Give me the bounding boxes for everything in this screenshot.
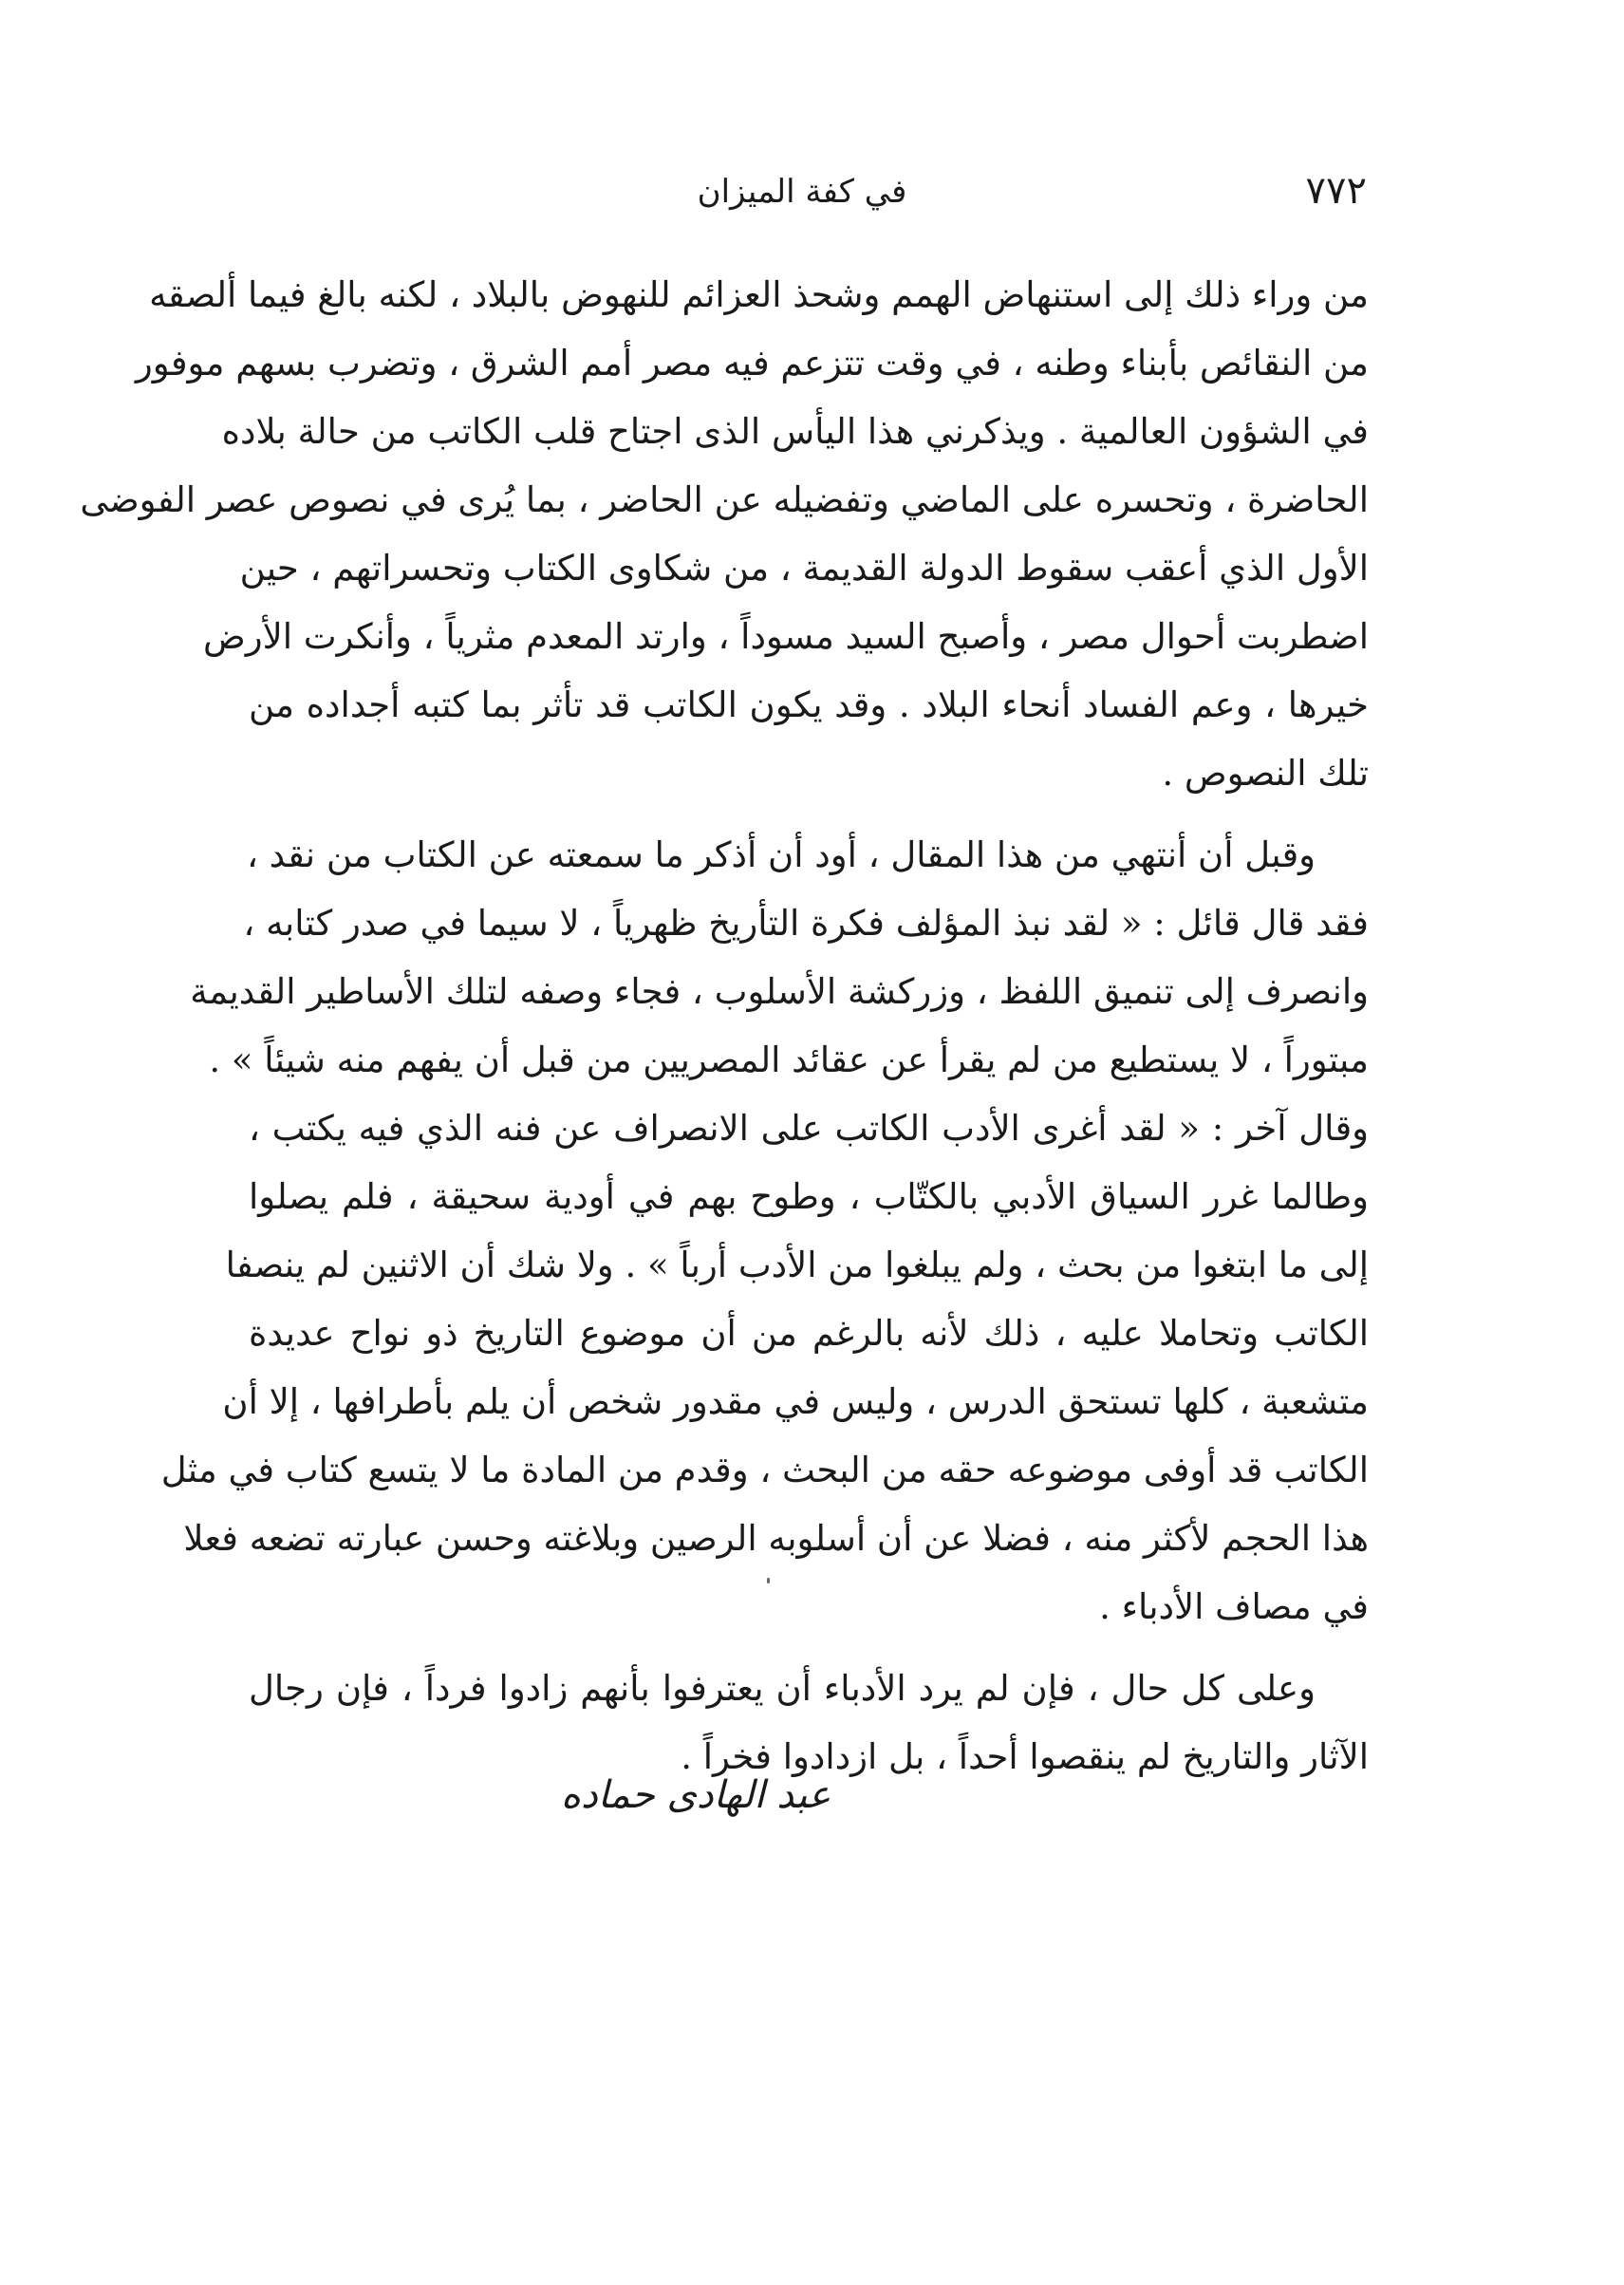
text-line: متشعبة ، كلها تستحق الدرس ، وليس في مقدور شخص أن يلم بأطرافها ، إلا أن <box>222 1381 1369 1422</box>
text-line: خيرها ، وعم الفساد أنحاء البلاد . وقد يكون الكاتب قد تأثر بما كتبه أجداده من <box>249 684 1369 725</box>
running-title: في كفة الميزان <box>697 173 907 211</box>
text-line: الأول الذي أعقب سقوط الدولة القديمة ، من شكاوى الكتاب وتحسراتهم ، حين <box>239 548 1369 589</box>
text-line: إلى ما ابتغوا من بحث ، ولم يبلغوا من الأدب أرباً » . ولا شك أن الاثنين لم ينصفا <box>225 1245 1369 1285</box>
text-line: وعلى كل حال ، فإن لم يرد الأدباء أن يعترفوا بأنهم زادوا فرداً ، فإن رجال <box>249 1668 1316 1709</box>
text-line: وانصرف إلى تنميق اللفظ ، وزركشة الأسلوب ، فجاء وصفه لتلك الأساطير القديمة <box>190 971 1369 1012</box>
text-line: الكاتب وتحاملا عليه ، ذلك لأنه بالرغم من أن موضوع التاريخ ذو نواح عديدة <box>249 1313 1369 1354</box>
running-head <box>237 169 1367 226</box>
text-line: من وراء ذلك إلى استنهاض الهمم وشحذ العزائم للنهوض بالبلاد ، لكنه بالغ فيما ألصقه <box>149 274 1369 315</box>
text-line: وطالما غرر السياق الأدبي بالكتّاب ، وطوح بهم في أودية سحيقة ، فلم يصلوا <box>249 1176 1369 1217</box>
text-line: في الشؤون العالمية . ويذكرني هذا اليأس الذى اجتاح قلب الكاتب من حالة بلاده <box>221 411 1369 452</box>
text-line: في مصاف الأدباء . <box>1099 1586 1369 1627</box>
text-line: مبتوراً ، لا يستطيع من لم يقرأ عن عقائد المصريين من قبل أن يفهم منه شيئاً » . <box>209 1039 1369 1080</box>
text-line: تلك النصوص . <box>1162 753 1369 794</box>
paragraph-gap <box>249 1641 1369 1655</box>
text-line: من النقائص بأبناء وطنه ، في وقت تتزعم فيه مصر أمم الشرق ، وتضرب بسهم موفور <box>135 343 1369 384</box>
text-line: وقبل أن أنتهي من هذا المقال ، أود أن أذكر ما سمعته عن الكتاب من نقد ، <box>246 834 1316 875</box>
text-line: الآثار والتاريخ لم ينقصوا أحداً ، بل ازدادوا فخراً . <box>681 1736 1369 1777</box>
author-signature: عبد الهادى حماده <box>561 1773 831 1817</box>
body-text <box>80 261 1370 1791</box>
print-speck <box>767 1578 770 1583</box>
text-line: وقال آخر : « لقد أغرى الأدب الكاتب على الانصراف عن فنه الذي فيه يكتب ، <box>249 1108 1370 1149</box>
paragraph-gap <box>249 808 1369 821</box>
text-line: فقد قال قائل : « لقد نبذ المؤلف فكرة التأريخ ظهرياً ، لا سيما في صدر كتابه ، <box>243 903 1369 944</box>
text-line: الكاتب قد أوفى موضوعه حقه من البحث ، وقدم من المادة ما لا يتسع كتاب في مثل <box>160 1450 1369 1490</box>
text-line: اضطربت أحوال مصر ، وأصبح السيد مسوداً ، وارتد المعدم مثرياً ، وأنكرت الأرض <box>203 616 1369 657</box>
text-line: الحاضرة ، وتحسره على الماضي وتفضيله عن الحاضر ، بما يُرى في نصوص عصر الفوضى <box>80 479 1369 520</box>
text-line: هذا الحجم لأكثر منه ، فضلا عن أن أسلوبه الرصين وبلاغته وحسن عبارته تضعه فعلا <box>183 1518 1369 1559</box>
page-number: ٧٧٢ <box>1305 169 1367 213</box>
